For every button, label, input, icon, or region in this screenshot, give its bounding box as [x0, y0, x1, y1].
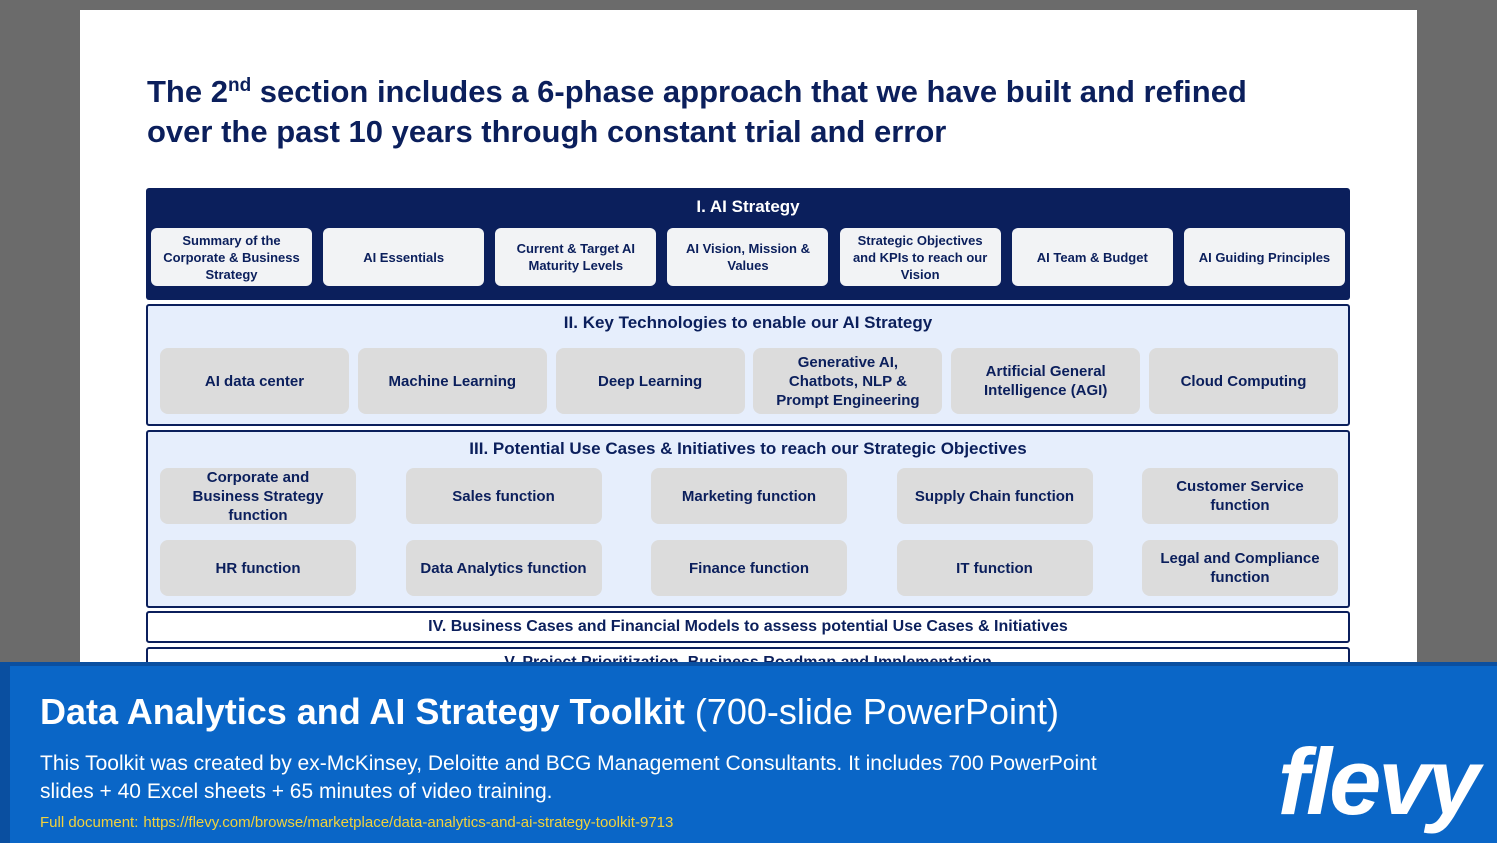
section-use-cases-title: III. Potential Use Cases & Initiatives to reach our Strategic Objectives	[469, 439, 1027, 458]
item-ai-maturity-levels: Current & Target AI Maturity Levels	[495, 228, 656, 286]
banner-title-light: (700-slide PowerPoint)	[684, 691, 1059, 732]
section-use-cases	[146, 430, 1350, 608]
banner-title	[40, 688, 1059, 736]
usecase-data-analytics: Data Analytics function	[406, 540, 602, 596]
promo-banner	[0, 662, 1497, 843]
usecase-sales: Sales function	[406, 468, 602, 524]
usecase-legal-compliance: Legal and Compliance function	[1142, 540, 1338, 596]
usecase-supply-chain: Supply Chain function	[897, 468, 1093, 524]
slide-title	[147, 72, 1297, 152]
usecase-marketing: Marketing function	[651, 468, 847, 524]
banner-title-bold: Data Analytics and AI Strategy Toolkit	[40, 691, 685, 732]
tech-machine-learning: Machine Learning	[358, 348, 547, 414]
section-ai-strategy-title: I. AI Strategy	[696, 197, 800, 216]
usecase-customer-service: Customer Service function	[1142, 468, 1338, 524]
section-ai-strategy	[146, 188, 1350, 300]
item-strategic-objectives-kpis: Strategic Objectives and KPIs to reach our Vision	[840, 228, 1001, 286]
item-ai-vision-mission-values: AI Vision, Mission & Values	[667, 228, 828, 286]
flevy-logo[interactable]: flevy	[1277, 729, 1477, 834]
tech-cloud-computing: Cloud Computing	[1149, 348, 1338, 414]
title-superscript: nd	[227, 75, 252, 96]
usecase-finance: Finance function	[651, 540, 847, 596]
slide	[80, 10, 1417, 670]
section-key-technologies	[146, 304, 1350, 426]
tech-ai-data-center: AI data center	[160, 348, 349, 414]
item-ai-guiding-principles: AI Guiding Principles	[1184, 228, 1345, 286]
section-key-technologies-title: II. Key Technologies to enable our AI Strategy	[563, 313, 933, 332]
tech-agi: Artificial General Intelligence (AGI)	[951, 348, 1140, 414]
section-business-cases: IV. Business Cases and Financial Models to assess potential Use Cases & Initiatives	[146, 611, 1350, 643]
banner-link-url[interactable]: https://flevy.com/browse/marketplace/data-analytics-and-ai-strategy-toolkit-9713	[143, 814, 674, 831]
item-ai-essentials: AI Essentials	[323, 228, 484, 286]
tech-deep-learning: Deep Learning	[556, 348, 745, 414]
title-prefix: The 2	[147, 74, 228, 109]
usecase-hr: HR function	[160, 540, 356, 596]
usecase-it: IT function	[897, 540, 1093, 596]
title-rest: section includes a 6-phase approach that we have built and refined over the past 10 years through constant trial and error	[147, 74, 1247, 149]
usecase-corporate-strategy: Corporate and Business Strategy function	[160, 468, 356, 524]
banner-description: This Toolkit was created by ex-McKinsey, Deloitte and BCG Management Consultants. It includes 700 PowerPoint slides + 40 Excel sheets + 65 minutes of video training.	[40, 752, 1097, 803]
banner-document-link[interactable]	[40, 813, 673, 833]
item-corporate-business-strategy-summary: Summary of the Corporate & Business Strategy	[151, 228, 312, 286]
tech-generative-ai: Generative AI, Chatbots, NLP & Prompt Engineering	[753, 348, 942, 414]
item-ai-team-budget: AI Team & Budget	[1012, 228, 1173, 286]
banner-link-label: Full document:	[40, 814, 139, 831]
